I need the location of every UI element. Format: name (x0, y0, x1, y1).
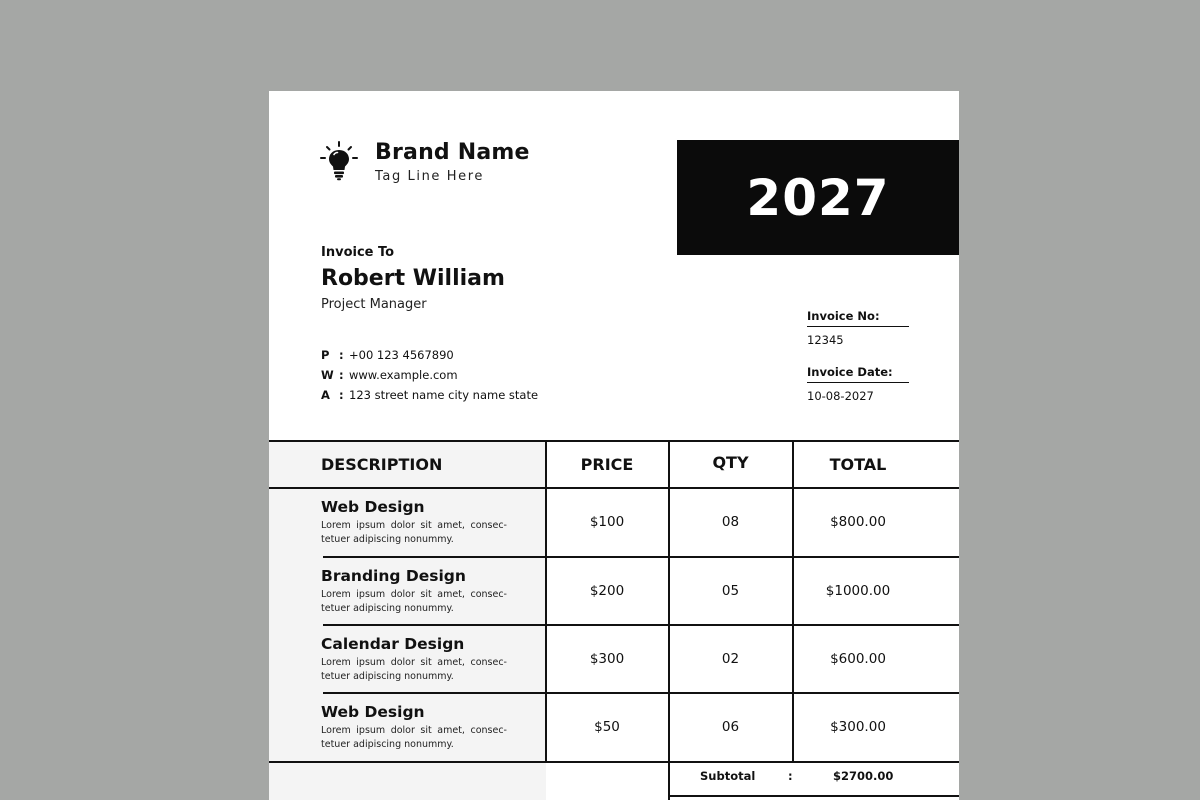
item-title: Branding Design (321, 567, 466, 585)
client-role: Project Manager (321, 297, 427, 312)
contact-key: P (321, 348, 330, 362)
contact-value: www.example.com (349, 368, 458, 382)
item-description: Lorem ipsum dolor sit amet, consec-tetuer adipiscing nonummy. (321, 657, 507, 682)
table-row (269, 557, 959, 625)
contact-value: +00 123 4567890 (349, 348, 454, 362)
header-total: TOTAL (829, 454, 887, 474)
item-total: $600.00 (830, 651, 886, 667)
lightbulb-icon (319, 141, 359, 181)
brand-tagline: Tag Line Here (375, 169, 484, 184)
item-description: Lorem ipsum dolor sit amet, consec-tetuer adipiscing nonummy. (321, 520, 507, 545)
client-name: Robert William (321, 266, 505, 291)
invoice-to-label: Invoice To (321, 245, 395, 260)
contact-key: A (321, 388, 330, 402)
contact-value: 123 street name city name state (349, 388, 539, 402)
item-total: $300.00 (830, 719, 886, 735)
header-price: PRICE (580, 454, 634, 474)
table-row (269, 693, 959, 761)
item-price: $100 (589, 514, 625, 530)
year-label: 2027 (746, 168, 890, 227)
contact-list (321, 345, 538, 405)
item-total: $1000.00 (825, 583, 891, 599)
brand-block (319, 141, 530, 184)
item-price: $300 (589, 651, 625, 667)
invoice-date-label: Invoice Date: (807, 365, 909, 383)
contact-website (321, 365, 538, 385)
contact-address (321, 385, 538, 405)
invoice-date: 10-08-2027 (807, 389, 874, 403)
subtotal-rule (669, 795, 959, 797)
item-total: $800.00 (830, 514, 886, 530)
invoice-sheet (269, 91, 959, 800)
subtotal-value: $2700.00 (833, 769, 894, 783)
item-description: Lorem ipsum dolor sit amet, consec-tetuer adipiscing nonummy. (321, 725, 507, 750)
item-qty: 06 (721, 719, 740, 735)
item-title: Calendar Design (321, 635, 465, 653)
item-price: $200 (589, 583, 625, 599)
subtotal-separator: : (788, 769, 793, 783)
subtotal-row (669, 761, 959, 791)
item-qty: 05 (721, 583, 740, 599)
brand-name: Brand Name (375, 140, 530, 165)
header-qty: QTY (712, 452, 749, 472)
contact-colon: : (339, 368, 344, 382)
header-description: DESCRIPTION (321, 454, 443, 474)
item-qty: 02 (721, 651, 740, 667)
table-row (269, 488, 959, 556)
contact-key: W (321, 368, 334, 382)
contact-colon: : (339, 388, 344, 402)
item-description: Lorem ipsum dolor sit amet, consec-tetuer adipiscing nonummy. (321, 589, 507, 614)
year-banner (677, 140, 959, 255)
invoice-meta (807, 309, 909, 403)
table-row (269, 625, 959, 693)
contact-phone (321, 345, 538, 365)
item-qty: 08 (721, 514, 740, 530)
item-title: Web Design (321, 498, 425, 516)
contact-colon: : (339, 348, 344, 362)
invoice-to-block (321, 245, 505, 312)
item-title: Web Design (321, 703, 425, 721)
subtotal-label: Subtotal (700, 769, 756, 783)
invoice-number: 12345 (807, 333, 844, 347)
invoice-number-label: Invoice No: (807, 309, 909, 327)
item-price: $50 (594, 719, 620, 735)
